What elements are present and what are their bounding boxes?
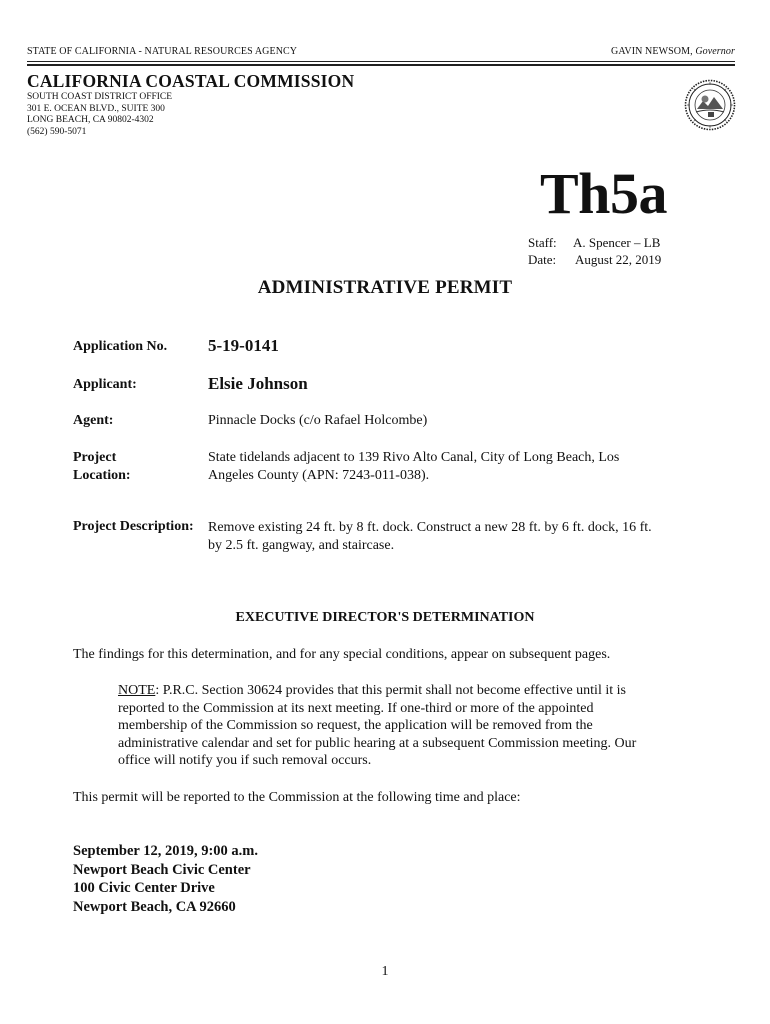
description-label: Project Description:	[73, 519, 194, 534]
staff-row	[528, 234, 661, 251]
applicant-label: Applicant:	[73, 377, 137, 392]
state-seal-icon	[684, 79, 736, 131]
office-line: SOUTH COAST DISTRICT OFFICE	[27, 92, 173, 102]
application-label: Application No.	[73, 339, 168, 354]
note-line: office will notify you if such removal occurs.	[118, 753, 372, 768]
header-rule-bottom	[27, 64, 735, 66]
header-rule-top	[27, 61, 735, 62]
location-line: State tidelands adjacent to 139 Rivo Alto Canal, City of Long Beach, Los	[208, 450, 620, 465]
meeting-city: Newport Beach, CA 92660	[73, 898, 236, 915]
governor-line	[611, 46, 735, 57]
agent-label: Agent:	[73, 413, 114, 428]
location-label-line: Location:	[73, 468, 131, 483]
applicant-name: Elsie Johnson	[208, 374, 308, 393]
org-name: CALIFORNIA COASTAL COMMISSION	[27, 71, 355, 91]
document-title: ADMINISTRATIVE PERMIT	[257, 277, 513, 298]
note-line: reported to the Commission at its next meeting. If one-third or more of the appointed	[118, 700, 594, 716]
governor-name: GAVIN NEWSOM,	[611, 46, 693, 57]
location-label	[73, 449, 131, 485]
agent-value: Pinnacle Docks (c/o Rafael Holcombe)	[208, 413, 428, 428]
note-line: administrative calendar and set for public hearing at a subsequent Commission meeting. Our	[118, 735, 637, 751]
page-number: 1	[381, 964, 389, 979]
office-line: 301 E. OCEAN BLVD., SUITE 300	[27, 103, 165, 114]
determination-heading: EXECUTIVE DIRECTOR'S DETERMINATION	[235, 610, 535, 625]
staff-value: A. Spencer – LB	[573, 235, 661, 250]
description-value	[208, 519, 652, 555]
date-label: Date:	[528, 252, 557, 267]
office-line: (562) 590-5071	[27, 126, 87, 137]
application-number: 5-19-0141	[208, 336, 279, 355]
date-value: August 22, 2019	[575, 252, 662, 267]
location-label-line: Project	[73, 450, 117, 465]
office-line: LONG BEACH, CA 90802-4302	[27, 115, 154, 125]
staff-block	[528, 234, 661, 268]
meeting-date-time: September 12, 2019, 9:00 a.m.	[73, 843, 258, 859]
staff-label: Staff:	[528, 235, 557, 250]
agenda-item-code: Th5a	[540, 161, 667, 226]
agency-name: STATE OF CALIFORNIA - NATURAL RESOURCES AGENCY	[27, 46, 298, 57]
date-row	[528, 251, 661, 268]
report-text: This permit will be reported to the Commission at the following time and place:	[73, 790, 521, 805]
meeting-block	[73, 842, 258, 916]
findings-text: The findings for this determination, and for any special conditions, appear on subsequent pages.	[73, 647, 611, 662]
meeting-street: 100 Civic Center Drive	[73, 880, 215, 896]
office-address	[27, 92, 172, 138]
description-line: Remove existing 24 ft. by 8 ft. dock. Construct a new 28 ft. by 6 ft. dock, 16 ft.	[208, 520, 652, 535]
note-paragraph	[118, 682, 698, 770]
description-line: by 2.5 ft. gangway, and staircase.	[208, 538, 395, 553]
governor-title: Governor	[695, 46, 735, 57]
note-line: NOTE: P.R.C. Section 30624 provides that this permit shall not become effective until it is	[118, 683, 626, 698]
note-line: membership of the Commission so request, the application will be removed from the	[118, 718, 593, 733]
location-value	[208, 449, 619, 485]
note-label: NOTE	[118, 683, 156, 698]
meeting-venue: Newport Beach Civic Center	[73, 861, 251, 878]
location-line: Angeles County (APN: 7243-011-038).	[208, 468, 430, 483]
